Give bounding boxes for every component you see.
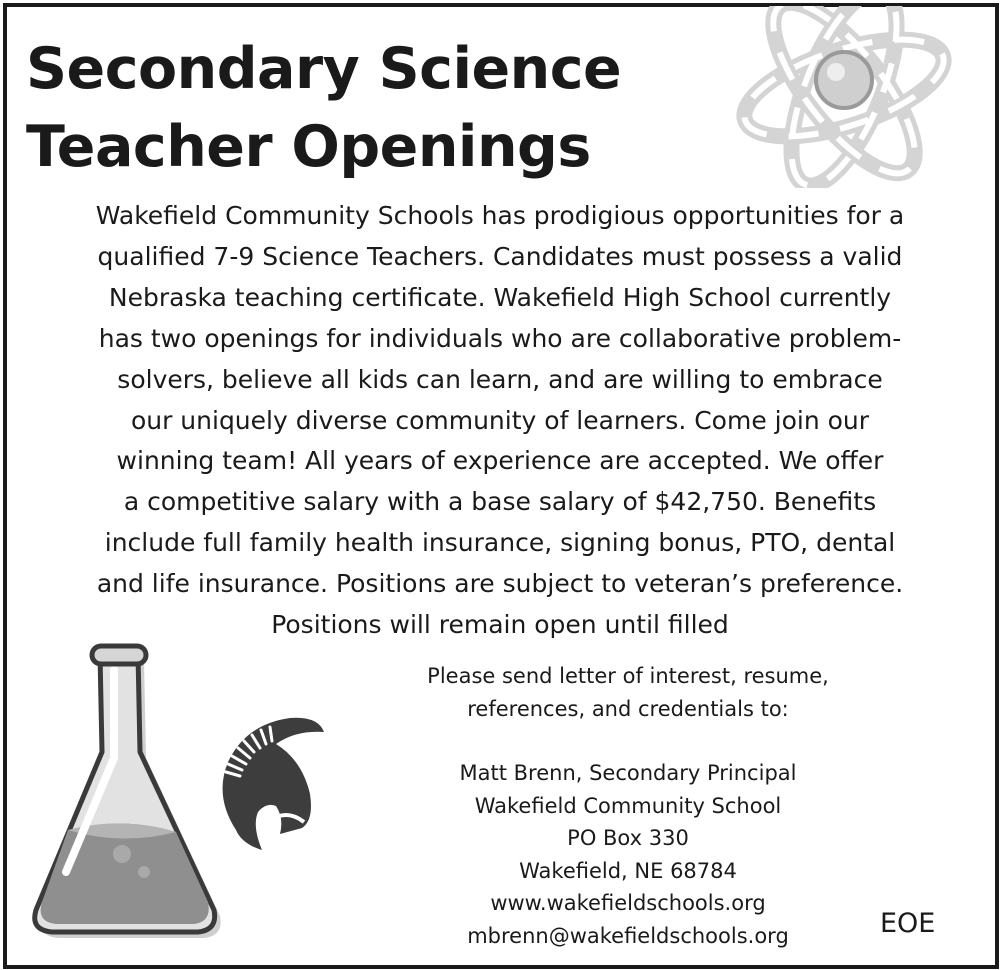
headline-line-2: Teacher Openings [26,114,591,180]
contact-intro-line-1: Please send letter of interest, resume, [427,664,829,688]
body-line: a competitive salary with a base salary of $42,750. Benefits [123,487,877,517]
body-line: Nebraska teaching certificate. Wakefield High School currently [108,282,892,312]
spartan-helmet-icon [206,710,328,870]
contact-city: Wakefield, NE 68784 [519,858,737,883]
body-line: Wakefield Community Schools has prodigious opportunities for a [95,201,905,230]
contact-email: mbrenn@wakefieldschools.org [467,923,789,948]
headline [26,30,726,186]
body-line: has two openings for individuals who are collaborative problem- [98,323,902,353]
body-line: solvers, believe all kids can learn, and are willing to embrace [117,364,883,394]
contact-name: Matt Brenn, Secondary Principal [459,761,797,785]
flask-icon [22,640,222,940]
headline-line-1: Secondary Science [26,36,622,102]
body-line: Positions will remain open until filled [271,610,729,640]
eoe-notice: EOE [880,908,936,939]
body-line: include full family health insurance, signing bonus, PTO, dental [104,528,896,558]
contact-po-box: PO Box 330 [567,826,689,850]
contact-organization: Wakefield Community School [474,793,782,818]
body-line: and life insurance. Positions are subject to veteran’s preference. [96,569,904,599]
contact-block [368,660,888,952]
contact-intro-line-2: references, and credentials to: [467,696,789,721]
body-line: qualified 7-9 Science Teachers. Candidates must possess a valid [97,241,903,271]
contact-website: www.wakefieldschools.org [490,891,766,915]
body-line: winning team! All years of experience are accepted. We offer [116,446,884,476]
job-description [18,196,982,646]
atom-icon [724,6,964,188]
body-line: our uniquely diverse community of learners. Come join our [130,405,870,435]
contact-spacer [368,725,888,757]
